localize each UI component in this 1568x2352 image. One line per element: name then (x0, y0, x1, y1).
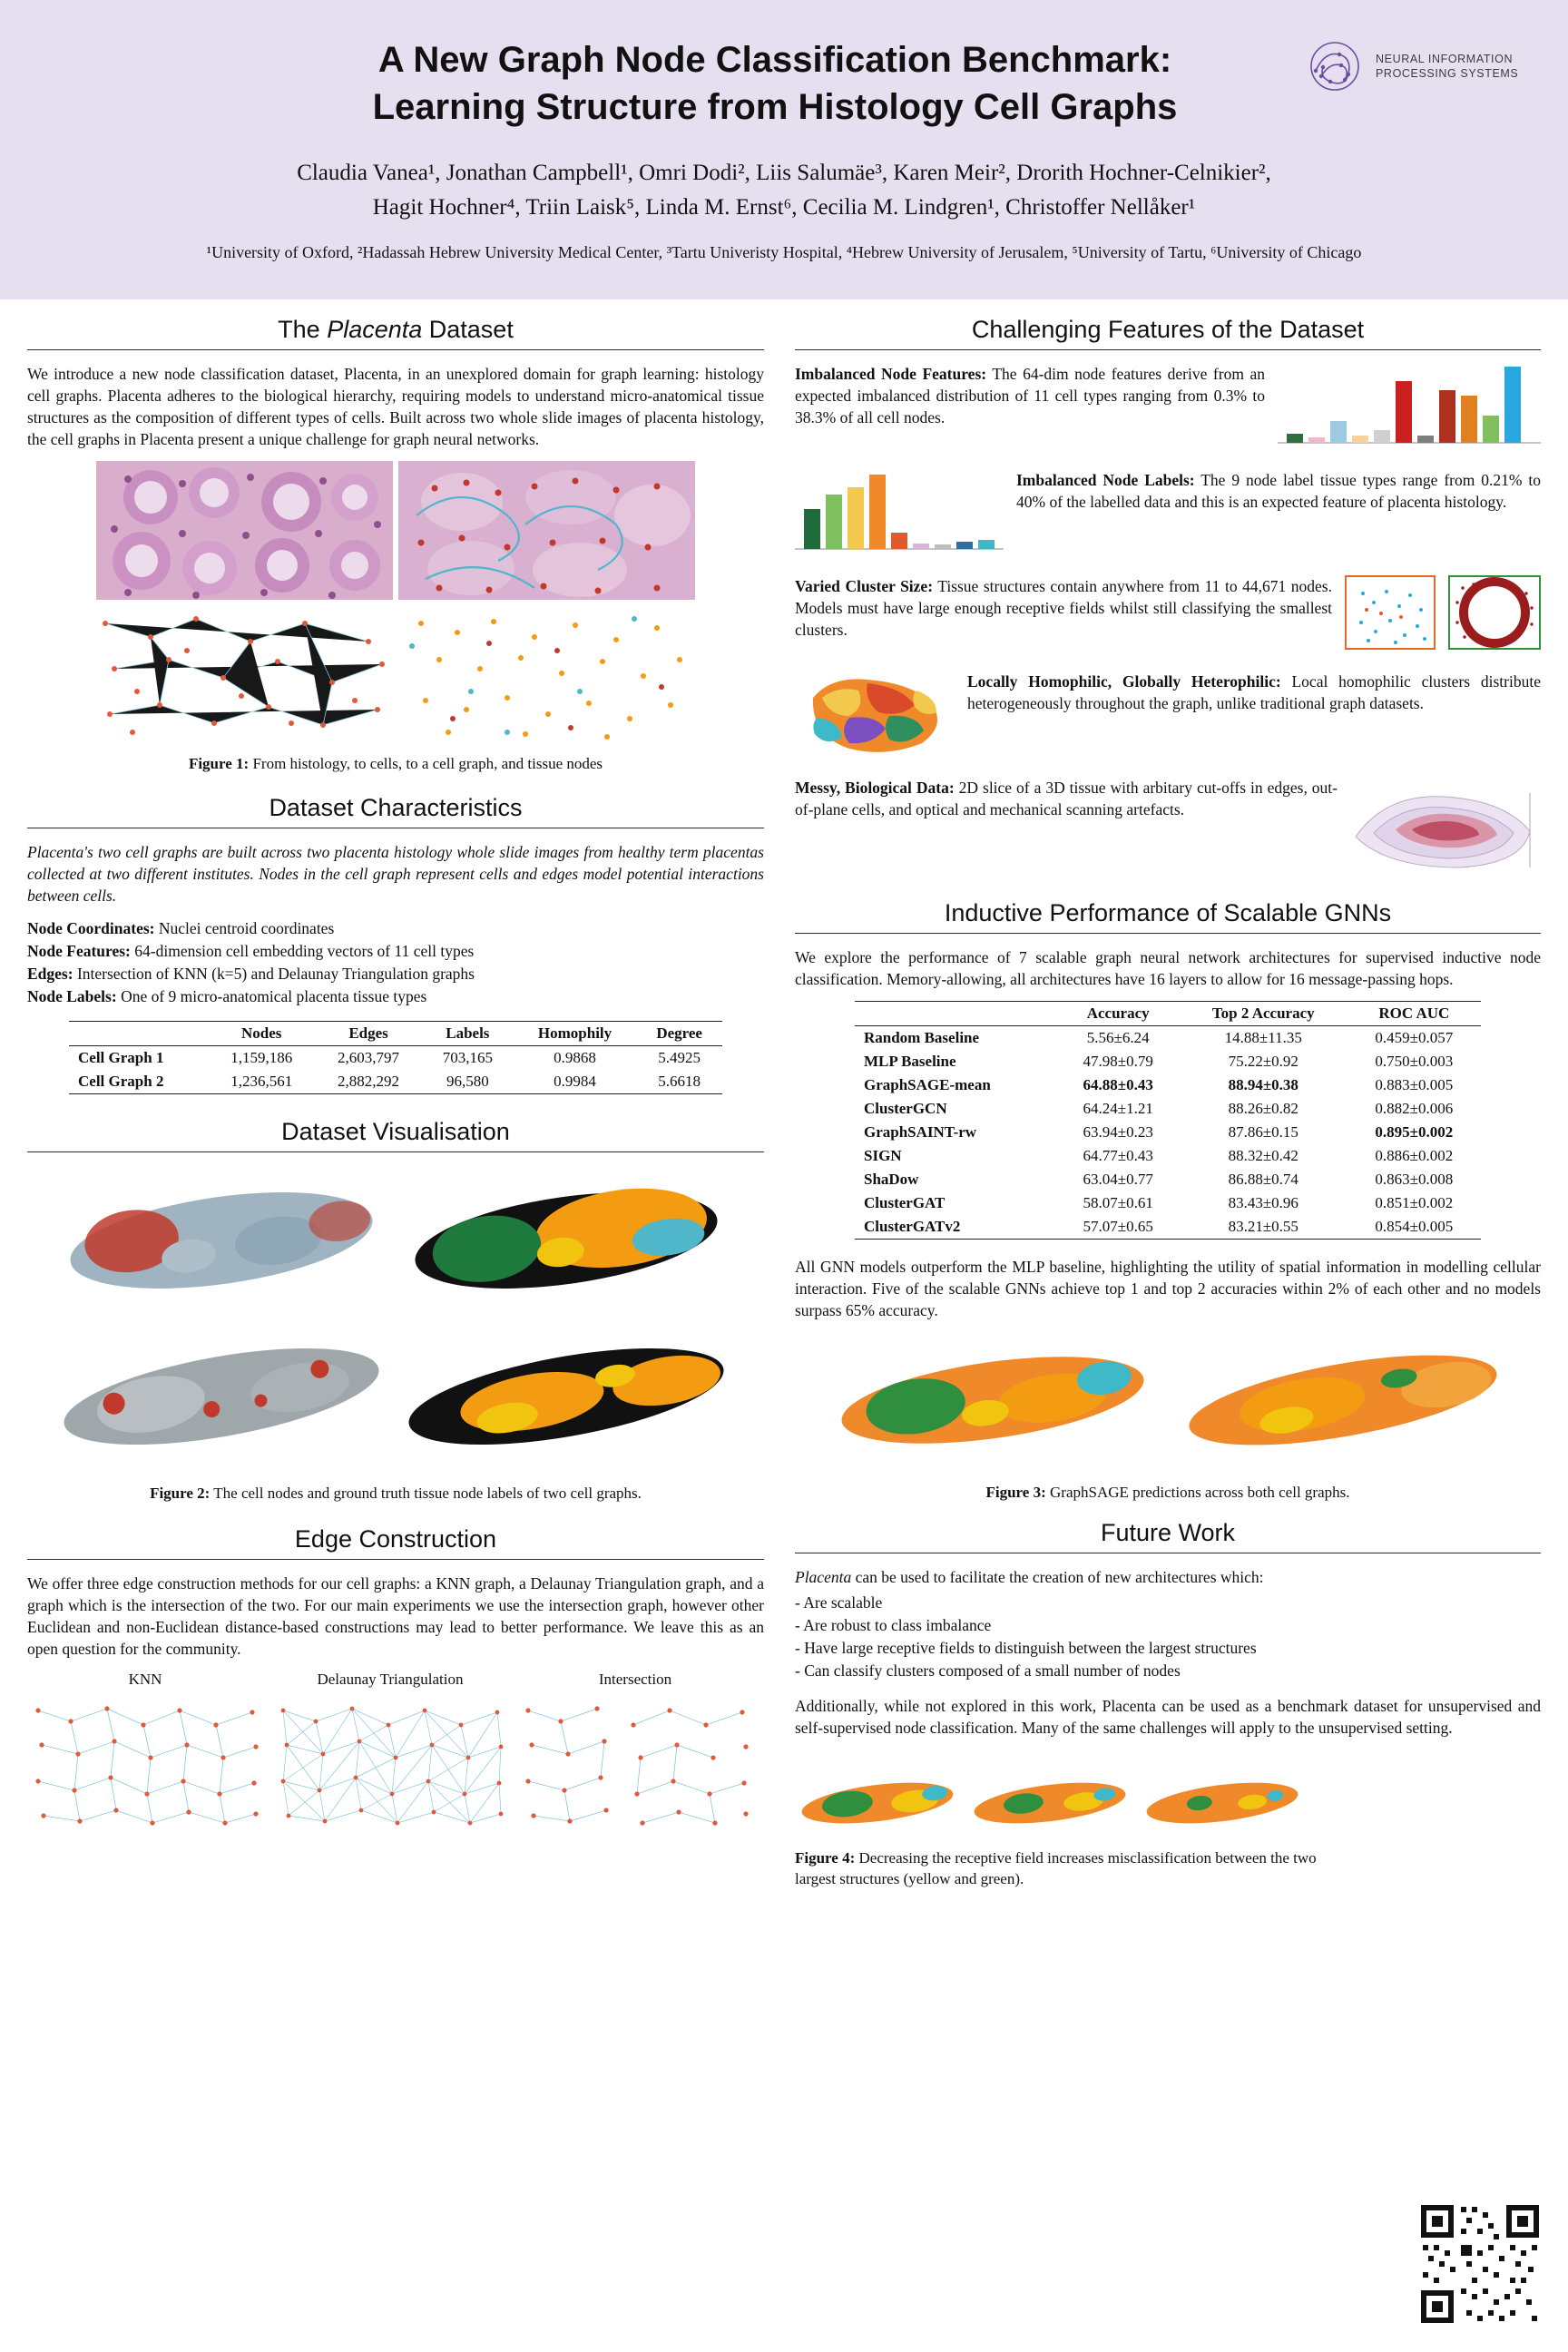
divider (27, 1559, 764, 1560)
col-header (69, 1022, 208, 1046)
section-title-future-work: Future Work (1100, 1519, 1236, 1546)
left-column (27, 316, 764, 1828)
homophily-map (795, 671, 955, 762)
figure-2-caption-label: Figure 2: (150, 1485, 211, 1502)
table-row: MLP Baseline 47.98±0.79 75.22±0.92 0.750±0.003 (864, 1053, 1454, 1070)
inductive-performance-paragraph: We explore the performance of 7 scalable graph neural network architectures for supervised inductive node classification. Memory-allowing, all architectures have 16 layers to allow for 16 message-passing hops. (795, 948, 1541, 988)
characteristic-item: Node Labels: One of 9 micro-anatomical placenta tissue types (27, 987, 427, 1005)
table-row: Cell Graph 1 1,159,186 2,603,797 703,165 0.9868 5.4925 (69, 1046, 722, 1071)
col-header: Edges (348, 1024, 388, 1042)
figure-1-histology-a (96, 461, 393, 600)
figure-4-caption (795, 1847, 1339, 1889)
cluster-size-thumbnails (1345, 575, 1541, 656)
col-header (855, 1002, 1056, 1026)
inductive-performance-discussion: All GNN models outperform the MLP baseline, highlighting the utility of spatial information in modelling cellular interaction. Five of the scalable GNNs achieve top 1 and top 2 accuracies within 2% of each other and no models surpass 65% accuracy. (795, 1258, 1541, 1319)
figure-3 (795, 1332, 1541, 1503)
figure-2-caption (27, 1483, 764, 1504)
col-header: Top 2 Accuracy (1211, 1004, 1315, 1022)
table-row: ShaDow 63.04±0.77 86.88±0.74 0.863±0.008 (864, 1171, 1454, 1188)
figure-2-caption-text: The cell nodes and ground truth tissue node labels of two cell graphs. (210, 1485, 642, 1502)
figure-1-caption-label: Figure 1: (188, 755, 250, 772)
figure-4 (795, 1760, 1339, 1889)
figure-3-caption (795, 1482, 1541, 1503)
neurips-logo-line-2: PROCESSING SYSTEMS (1376, 67, 1519, 80)
characteristic-item: Node Features: 64-dimension cell embedding vectors of 11 cell types (27, 942, 475, 960)
dataset-characteristics-paragraph: Placenta's two cell graphs are built across two placenta histology whole slide images from healthy term placentas collected at two different institutes. Nodes in the cell graph represent cells and edges model potential interactions between cells. (27, 843, 764, 905)
title-line-1: A New Graph Node Classification Benchmark: (377, 40, 1172, 80)
dataset-characteristics-table (69, 1021, 722, 1094)
section-title-inductive-performance: Inductive Performance of Scalable GNNs (944, 899, 1392, 926)
list-item: - Have large receptive fields to distinguish between the largest structures (795, 1637, 1541, 1660)
list-item: - Can classify clusters composed of a small number of nodes (795, 1660, 1541, 1682)
col-header: Accuracy (1086, 1004, 1150, 1022)
figure-1-caption-text: From histology, to cells, to a cell graph, and tissue nodes (249, 755, 603, 772)
poster-header (0, 0, 1568, 299)
table-row: SIGN 64.77±0.43 88.32±0.42 0.886±0.002 (864, 1147, 1454, 1164)
figure-4-panel-1 (795, 1768, 960, 1838)
section-title-dataset-characteristics: Dataset Characteristics (269, 794, 523, 821)
edge-label-knn: KNN (128, 1671, 162, 1688)
edge-label-intersection: Intersection (598, 1671, 672, 1688)
s1-title-a: The (278, 316, 328, 343)
edge-label-delaunay: Delaunay Triangulation (317, 1671, 464, 1688)
figure-1-histology-b (398, 461, 695, 600)
edge-construction-figures (27, 1671, 764, 1828)
divider (795, 349, 1541, 350)
feature-text: Imbalanced Node Features: The 64-dim node features derive from an expected imbalanced distribution of 11 cell types ranging from 0.3% to 38.3% of all cell nodes. (795, 365, 1265, 426)
chart-node-features (1278, 363, 1541, 455)
table-row: GraphSAGE-mean 64.88±0.43 88.94±0.38 0.883±0.005 (864, 1076, 1454, 1093)
tissue-slice-illustration (1350, 777, 1541, 881)
figure-4-panel-2 (967, 1768, 1132, 1838)
feature-text: Varied Cluster Size: Tissue structures contain anywhere from 11 to 44,671 nodes. Models must have large enough receptive fields whilst still classifying the smallest clusters. (795, 577, 1332, 639)
performance-table (855, 1001, 1481, 1240)
section-title-challenging-features: Challenging Features of the Dataset (971, 316, 1365, 343)
placenta-dataset-paragraph: We introduce a new node classification dataset, Placenta, in an unexplored domain for graph learning: histology cell graphs. Placenta adheres to the biological hierarchy, requiring models to understand micro-anatomical tissue structures as the composition of different types of cells. Built across two whole slide images of placenta histology, the cell graphs in Placenta present a unique challenge for graph neural networks. (27, 365, 764, 448)
divider (27, 349, 764, 350)
right-column (795, 316, 1541, 1889)
neurips-logo (1303, 27, 1521, 105)
figure-4-caption-text: Decreasing the receptive field increases misclassification between the two largest structures (yellow and green). (795, 1849, 1317, 1887)
figure-2 (51, 1165, 740, 1474)
table-row: ClusterGAT 58.07±0.61 83.43±0.96 0.851±0.002 (864, 1194, 1454, 1211)
characteristics-list (27, 917, 764, 1008)
feature-messy-biological-data (795, 777, 1541, 881)
col-header: Nodes (241, 1024, 282, 1042)
edge-figure-knn (27, 1671, 263, 1828)
feature-text: Locally Homophilic, Globally Heterophilic: Local homophilic clusters distribute heterogeneously throughout the graph, unlike traditional graph datasets. (967, 672, 1541, 712)
edge-figure-delaunay (272, 1671, 508, 1828)
s1-title-b: Placenta (327, 316, 423, 343)
future-work-intro: Placenta can be used to facilitate the creation of new architectures which: (795, 1568, 1264, 1586)
figure-2-panel-d (396, 1321, 737, 1472)
col-header: Labels (446, 1024, 490, 1042)
figure-1 (96, 461, 695, 774)
figure-3-panel-b (1175, 1332, 1511, 1473)
neurips-logo-line-1: NEURAL INFORMATION (1376, 53, 1514, 65)
figure-3-caption-text: GraphSAGE predictions across both cell graphs. (1045, 1484, 1350, 1501)
divider (795, 933, 1541, 934)
figure-1-caption (96, 753, 695, 774)
figure-4-caption-label: Figure 4: (795, 1849, 856, 1867)
feature-imbalanced-node-labels (795, 469, 1541, 561)
figure-2-panel-a (51, 1165, 392, 1316)
figure-3-caption-label: Figure 3: (985, 1484, 1046, 1501)
feature-locally-homophilic (795, 671, 1541, 762)
section-title-dataset-visualisation: Dataset Visualisation (281, 1118, 510, 1145)
table-row: ClusterGATv2 57.07±0.65 83.21±0.55 0.854±0.005 (855, 1215, 1481, 1240)
future-work-list (795, 1592, 1541, 1682)
figure-4-panel-3 (1140, 1768, 1305, 1838)
author-line-2: Hagit Hochner⁴, Triin Laisk⁵, Linda M. Ernst⁶, Cecilia M. Lindgren¹, Christoffer Nellåker¹ (372, 195, 1196, 220)
table-row: ClusterGCN 64.24±1.21 88.26±0.82 0.882±0.006 (864, 1100, 1454, 1117)
neurips-logo-text (1376, 52, 1518, 81)
qr-code[interactable] (1416, 2200, 1544, 2328)
table-row: Cell Graph 2 1,236,561 2,882,292 96,580 0.9984 5.6618 (69, 1070, 722, 1094)
section-title-placenta-dataset (27, 316, 764, 344)
table-row: Random Baseline 5.56±6.24 14.88±11.35 0.459±0.057 (855, 1026, 1481, 1051)
feature-imbalanced-node-features (795, 363, 1541, 455)
table-row: GraphSAINT-rw 63.94±0.23 87.86±0.15 0.895±0.002 (864, 1123, 1454, 1141)
figure-1-tissue-nodes (398, 605, 695, 744)
edge-figure-intersection (517, 1671, 753, 1828)
figure-2-panel-c (51, 1321, 392, 1472)
title-line-2: Learning Structure from Histology Cell Graphs (372, 87, 1178, 127)
feature-text: Imbalanced Node Labels: The 9 node label tissue types range from 0.21% to 40% of the labelled data and this is an expected feature of placenta histology. (1016, 471, 1541, 511)
chart-node-labels (795, 469, 1004, 561)
section-title-edge-construction: Edge Construction (294, 1525, 497, 1553)
neurips-mark-icon (1303, 34, 1367, 98)
future-work-paragraph: Additionally, while not explored in this work, Placenta can be used as a benchmark dataset for unsupervised and self-supervised node classification. Many of the same challenges will apply to the unsupervised setting. (795, 1697, 1541, 1737)
list-item: - Are scalable (795, 1592, 1541, 1614)
list-item: - Are robust to class imbalance (795, 1614, 1541, 1637)
feature-varied-cluster-size (795, 575, 1541, 656)
feature-text: Messy, Biological Data: 2D slice of a 3D tissue with arbitary cut-offs in edges, out-of-plane cells, and optical and mechanical scanning artefacts. (795, 779, 1338, 818)
s1-title-c: Dataset (422, 316, 514, 343)
affiliations: ¹University of Oxford, ²Hadassah Hebrew University Medical Center, ³Tartu Univeristy Hospital, ⁴Hebrew University of Jerusalem, ⁵University of Tartu, ⁶University of Chicago (206, 243, 1362, 261)
edge-construction-paragraph: We offer three edge construction methods for our cell graphs: a KNN graph, a Delaunay Triangulation graph, and a graph which is the intersection of the two. For our main experiments we use the intersection graph, however other Euclidean and non-Euclidean distance-based constructions may lead to better performance. We leave this as an open question for the community. (27, 1574, 764, 1658)
figure-2-panel-b (396, 1165, 737, 1316)
characteristic-item: Node Coordinates: Nuclei centroid coordinates (27, 919, 335, 937)
page-title (136, 36, 1414, 131)
author-line-1: Claudia Vanea¹, Jonathan Campbell¹, Omri Dodi², Liis Salumäe³, Karen Meir², Drorith Hochner-Celnikier², (297, 161, 1271, 185)
author-list (109, 156, 1459, 225)
col-header: Homophily (537, 1024, 612, 1042)
col-header: Degree (656, 1024, 702, 1042)
characteristic-item: Edges: Intersection of KNN (k=5) and Delaunay Triangulation graphs (27, 965, 475, 983)
figure-1-cellgraph (96, 605, 393, 744)
figure-3-panel-a (825, 1332, 1161, 1473)
col-header: ROC AUC (1378, 1004, 1450, 1022)
